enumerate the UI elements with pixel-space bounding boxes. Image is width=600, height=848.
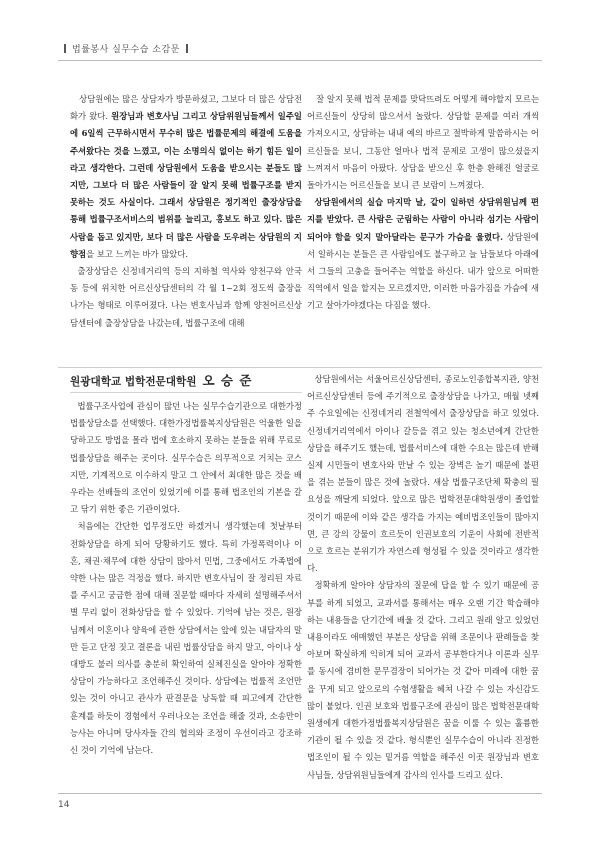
top-right-column [307, 91, 539, 315]
author-name: 오 승 준 [202, 373, 253, 388]
author-heading [70, 371, 252, 389]
body-text: 잘 알지 못해 법적 문제를 맞닥뜨려도 어떻게 해야할지 모르는 어르신들이 상당히 많으셔서 놀랐다. 상담할 문제를 여러 개씩 가져오시고, 상담하는 내내 예의 바르고 절박하게 말씀하시는 어르신들을 보니, 그동안 얼마나 법적 문제로 고생이 많으셨을지 느껴져서 마음이 아팠다. 상담을 받으신 후 한층 환해진 얼굴로 돌아가시는 어르신들을 보니 큰 보람이 느껴졌다. [307, 94, 539, 191]
footer-rule [58, 793, 542, 794]
paragraph: 처음에는 간단한 업무정도만 하겠거니 생각했는데 첫날부터 전화상담을 하게 되어 당황하기도 했다. 특히 가정폭력이나 이혼, 채권·채무에 대한 상담이 많아서 민법, 그중에서도 가족법에 약한 나는 많은 걱정을 했다. 하지만 변호사님이 잘 정리된 자료를 주시고 궁금한 점에 대해 질문할 때마다 자세히 설명해주셔서 별 무리 없이 전화상담을 할 수 있었다. 기억에 남는 것은, 원장님께서 이혼이나 양육에 관한 상담에서는 앞에 있는 내담자의 말만 듣고 단정 짓고 결론을 내린 법률상담을 하지 말고, 아이나 상대방도 불러 의사를 충분히 확인하여 실체진실을 알아야 정확한 상담이 가능하다고 조언해주신 것이다. 상담에는 법률적 조언만 있는 것이 아니고 관사가 판결문을 낭독할 때 피고에게 간단한 훈계를 하듯이 경험에서 우러나오는 조언을 해줄 것과, 소송만이 능사는 아니며 당사자들 간의 협의와 조정이 우선이라고 강조하신 것이 기억에 남는다. [70, 521, 302, 756]
paragraph: 상담원에서는 서울어르신상담센터, 종로노인종합복지관, 양천어르신상담센터 등에 주기적으로 출장상담을 나가고, 매월 넷째주 수요일에는 신정네거리 전철역에서 출장상담을 하고 있었다. 신정네거리역에서 아이나 갈등을 겪고 있는 청소년에게 간단한 상담을 해주기도 했는데, 법률서비스에 대한 수요는 많은데 반해 실제 시민들이 변호사와 만날 수 있는 장벽은 높기 때문에 불편을 겪는 분들이 많은 것에 놀랐다. 새삼 법률구조단체 확충의 필요성을 깨달게 되었다. 앞으로 많은 법학전문대학원생이 졸업할 것이기 때문에 이와 같은 생각을 가지는 예비법조인들이 많아지면, 큰 강의 강물이 흐르듯이 인권보호의 기운이 사회에 전반적으로 흐르는 분위기가 자연스레 형성될 수 있을 것이라고 생각한다. [307, 374, 539, 574]
top-left-column [70, 91, 302, 332]
bottom-right-column [307, 371, 539, 784]
author-school: 원광대학교 법학전문대학원 [70, 376, 197, 388]
header-bar-right [186, 44, 188, 53]
section-divider [58, 367, 542, 368]
body-text: 상담원에는 많은 상담자가 방문하셨고, 그보다 더 많은 상담전화가 왔다. [70, 94, 302, 122]
body-text: 을 보고 느끼는 바가 많았다. [86, 248, 189, 259]
emphasized-text: 원장님과 변호사님 그리고 상담위원님들께서 일주일에 6일씩 근무하시면서 무수히 많은 법률문제의 해결에 도움을 주셔왔다는 것을 느꼈고, 이는 소명의식 없이는 하기 힘든 일이라고 생각한다. 그런데 상담원에서 도움을 받으시는 분들도 많지만, 그보다 더 많은 사람들이 잘 알지 못해 법률구조를 받지 못하는 것도 사실이다. 그래서 상담원은 정기적인 출장상담을 통해 법률구조서비스의 범위를 늘리고, 홍보도 하고 있다. 많은 사람을 돕고 있지만, 보다 더 많은 사람을 도우려는 상담원의 지향점 [70, 111, 302, 259]
paragraph: 정확하게 알아야 상담자의 질문에 답을 할 수 있기 때문에 공부를 하게 되었고, 교과서를 통해서는 매우 오랜 기간 학습해야 하는 내용들을 단기간에 배울 것 같다. 그리고 원래 알고 있었던 내용이라도 애매했던 부분은 상담을 위해 조문이나 판례들을 찾아보며 확실하게 익히게 되어 교과서 공부한다거나 이론과 실무를 동시에 겸비한 문무겸장이 되어가는 것 같아 미래에 대한 꿈을 꾸게 되고 앞으로의 수험생활을 헤쳐 나갈 수 있는 자신감도 많이 붙었다. 인권 보호와 법률구조에 관심이 많은 법학전문대학원생에게 대한가정법률복지상담원은 꿈을 이룰 수 있는 훌륭한 기관이 될 수 있을 것 같다. 형식뿐인 실무수습이 아니라 진정한 법조인이 될 수 있는 밑거름 역할을 해주신 이곳 원장님과 변호사님들, 상담위원님들에게 감사의 인사를 드리고 싶다. [307, 580, 539, 780]
page-number: 14 [58, 800, 70, 810]
emphasized-text: 상담원에서의 실습 마지막 날, 같이 일하던 상담위원님께 편지를 받았다. 큰 사람은 군림하는 사람이 아니라 섬기는 사람이 되어야 함을 잊지 말아달라는 문구가 가슴을 울렸다. [307, 197, 539, 242]
running-header-text: 법률봉사 실무수습 소감문 [72, 45, 180, 55]
paragraph [307, 91, 539, 194]
paragraph [307, 194, 539, 314]
bottom-left-column [70, 398, 302, 759]
body-text: 상담원에서 일하시는 분들은 큰 사람임에도 불구하고 늘 남들보다 아래에서 그들의 고충을 들어주는 역할을 하신다. 내가 앞으로 어떠한 직역에서 일을 할지는 모르겠지만, 이러한 마음가짐을 가슴에 새기고 살아가야겠다는 다짐을 했다. [307, 231, 539, 311]
paragraph: 법률구조사업에 관심이 많던 나는 실무수습기관으로 대한가정법률상담소를 선택했다. 대한가정법률복지상담원은 억울한 일을 당하고도 방법을 몰라 법에 호소하지 못하는 분들을 위해 무료로 법률상담을 해주는 곳이다. 실무수습은 의무적으로 거치는 코스지만, 기계적으로 이수하지 말고 그 안에서 최대한 많은 것을 배우라는 선배들의 조언이 있었기에 이를 통해 법조인의 기본을 갈고 닦기 위한 좋은 기관이었다. [70, 401, 302, 515]
header-rule [58, 60, 542, 61]
header-bar-left [64, 44, 66, 53]
paragraph [70, 91, 302, 263]
body-text: 출장상담은 신정네거리역 등의 지하철 역사와 양천구와 안국동 등에 위치한 어르신상담센터의 각 월 1~2회 정도씩 출장을 나가는 형태로 이루어졌다. 나는 변호사님과 함께 양천어르신상담센터에 출장상담을 나갔는데, 법률구조에 대해 [70, 266, 302, 328]
running-header [58, 42, 194, 55]
paragraph [70, 263, 302, 332]
author-rule [70, 392, 302, 393]
